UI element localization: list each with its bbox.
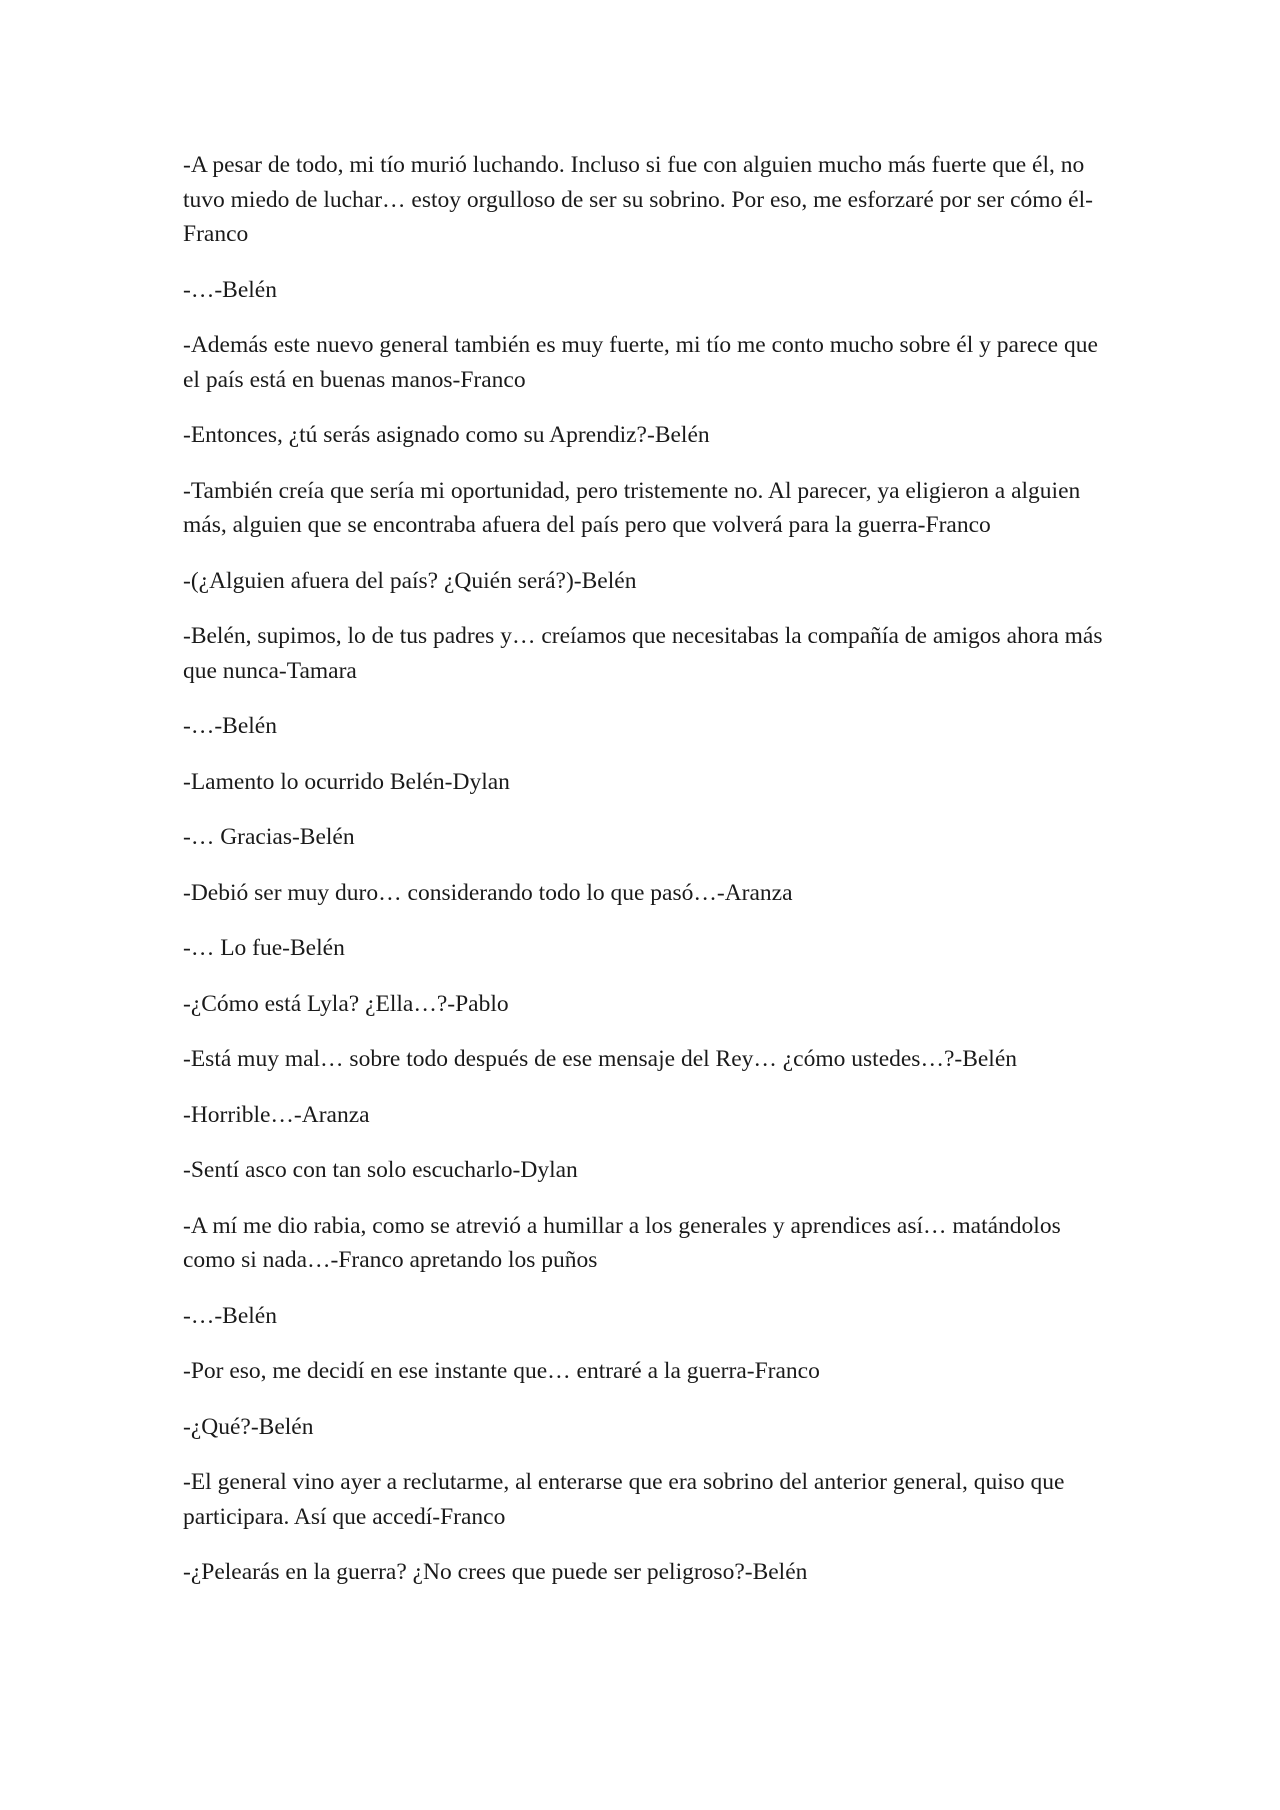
paragraph: -Lamento lo ocurrido Belén-Dylan (183, 768, 510, 795)
paragraph: -Por eso, me decidí en ese instante que… entraré a la guerra-Franco (183, 1358, 820, 1384)
paragraph: -Además este nuevo general también es muy fuerte, mi tío me conto mucho sobre él y parece que el país está en buenas manos-Franco (183, 332, 1098, 393)
paragraph: -Sentí asco con tan solo escucharlo-Dylan (183, 1157, 578, 1183)
paragraph: -Horrible…-Aranza (183, 1101, 370, 1128)
paragraph: -A mí me dio rabia, como se atrevió a humillar a los generales y aprendices así… matándolos como si nada…-Franco apretando los puños (183, 1212, 1061, 1273)
paragraph: -¿Pelearás en la guerra? ¿No crees que puede ser peligroso?-Belén (183, 1559, 808, 1585)
paragraph: -A pesar de todo, mi tío murió luchando. Incluso si fue con alguien mucho más fuerte que él, no tuvo miedo de luchar… estoy orgulloso de ser su sobrino. Por eso, me esforzaré por ser cómo él-Franco (183, 152, 1093, 247)
paragraph: -El general vino ayer a reclutarme, al enterarse que era sobrino del anterior general, quiso que participara. Así que accedí-Franco (183, 1469, 1065, 1530)
paragraph: -Debió ser muy duro… considerando todo lo que pasó…-Aranza (183, 879, 793, 906)
paragraph: -… Gracias-Belén (183, 824, 355, 850)
paragraph: -Está muy mal… sobre todo después de ese mensaje del Rey… ¿cómo ustedes…?-Belén (183, 1046, 1018, 1072)
paragraph: -…-Belén (183, 1302, 277, 1329)
paragraph: -¿Qué?-Belén (183, 1413, 314, 1440)
document-body (183, 148, 1103, 1611)
paragraph: -Belén, supimos, lo de tus padres y… creíamos que necesitabas la compañía de amigos ahora más que nunca-Tamara (183, 623, 1103, 684)
paragraph: -…-Belén (183, 276, 277, 303)
paragraph: -¿Cómo está Lyla? ¿Ella…?-Pablo (183, 990, 509, 1017)
paragraph: -También creía que sería mi oportunidad, pero tristemente no. Al parecer, ya eligieron a alguien más, alguien que se encontraba afuera del país pero que volverá para la guerra-Franco (183, 477, 1081, 538)
paragraph: -…-Belén (183, 713, 277, 739)
paragraph: -… Lo fue-Belén (183, 935, 345, 961)
paragraph: -(¿Alguien afuera del país? ¿Quién será?)-Belén (183, 567, 637, 594)
paragraph: -Entonces, ¿tú serás asignado como su Aprendiz?-Belén (183, 422, 710, 448)
